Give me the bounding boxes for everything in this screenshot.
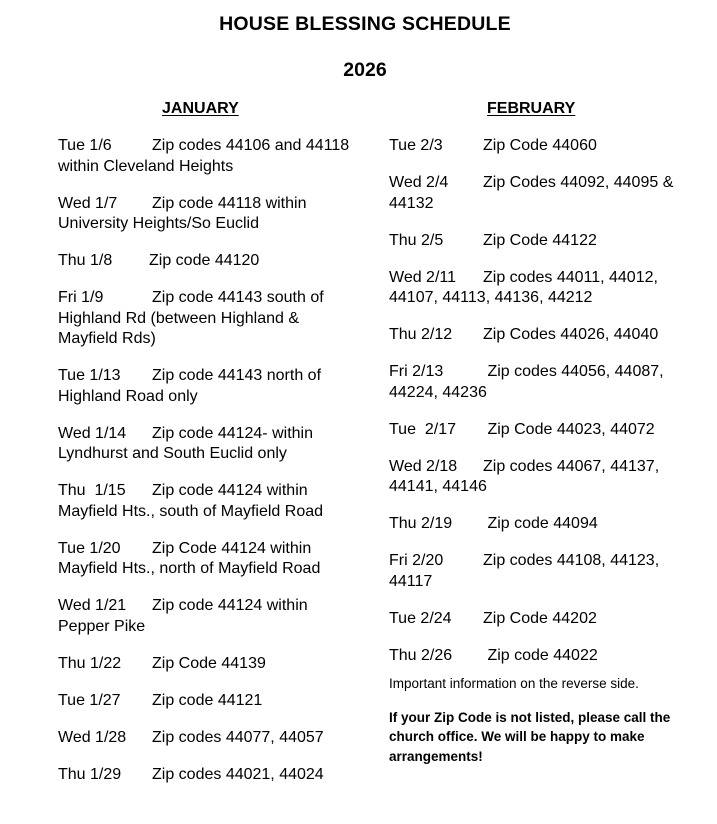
schedule-entry bbox=[389, 325, 689, 346]
schedule-entry bbox=[389, 268, 689, 309]
entry-desc: Zip code 44124 within Mayfield Hts., south of Mayfield Road bbox=[58, 482, 324, 520]
schedule-entry bbox=[389, 136, 689, 157]
schedule-entry bbox=[389, 231, 689, 252]
entry-day: Tue 1/20 bbox=[58, 539, 121, 557]
entry-day: Thu 1/8 bbox=[58, 252, 113, 269]
schedule-entry bbox=[58, 596, 358, 637]
schedule-entry bbox=[58, 424, 358, 465]
entry-desc: Zip codes 44108, 44123, 44117 bbox=[389, 552, 660, 590]
entry-day: Tue 1/13 bbox=[58, 367, 121, 384]
entry-day: Thu 1/22 bbox=[58, 654, 122, 672]
entry-desc: Zip code 44118 within University Heights/So Euclid bbox=[58, 194, 307, 232]
entry-desc: Zip code 44143 south of Highland Rd (between Highland & Mayfield Rds) bbox=[58, 289, 324, 347]
february-column bbox=[389, 136, 689, 766]
entry-day: Thu 1/29 bbox=[58, 765, 122, 783]
schedule-entry bbox=[58, 194, 358, 235]
schedule-entry bbox=[58, 288, 358, 350]
february-heading: FEBRUARY bbox=[487, 100, 576, 117]
entry-day: Tue 1/27 bbox=[58, 691, 121, 709]
entry-day: Fri 1/9 bbox=[58, 289, 104, 306]
page-title: HOUSE BLESSING SCHEDULE bbox=[219, 13, 511, 35]
entry-day: Wed 1/7 bbox=[58, 194, 118, 212]
schedule-entry bbox=[389, 420, 689, 441]
entry-day: Tue 2/3 bbox=[389, 137, 443, 154]
entry-day: Thu 2/26 bbox=[389, 646, 453, 664]
entry-desc: Zip code 44124 within Pepper Pike bbox=[58, 597, 308, 635]
entry-day: Tue 2/24 bbox=[389, 609, 452, 627]
entry-day: Wed 2/11 bbox=[389, 268, 457, 286]
schedule-entry bbox=[389, 173, 689, 214]
schedule-entry bbox=[58, 539, 358, 580]
schedule-entry bbox=[389, 609, 689, 630]
schedule-entry bbox=[58, 728, 358, 749]
entry-day: Tue 1/6 bbox=[58, 137, 112, 154]
entry-desc: Zip Code 44060 bbox=[483, 137, 597, 154]
entry-day: Wed 1/14 bbox=[58, 424, 127, 442]
entry-day: Wed 2/4 bbox=[389, 174, 449, 191]
schedule-entry bbox=[58, 136, 358, 177]
entry-desc: Zip Codes 44092, 44095 & 44132 bbox=[389, 174, 674, 212]
entry-desc: Zip Code 44124 within Mayfield Hts., north of Mayfield Road bbox=[58, 539, 321, 577]
entry-desc: Zip Code 44202 bbox=[483, 609, 597, 627]
entry-day: Thu 2/5 bbox=[389, 231, 444, 249]
entry-desc: Zip codes 44106 and 44118 within Cleveland Heights bbox=[58, 137, 350, 175]
schedule-entry bbox=[389, 457, 689, 498]
entry-desc: Zip code 44120 bbox=[149, 252, 260, 269]
schedule-entry bbox=[58, 654, 358, 675]
entry-desc: Zip code 44121 bbox=[152, 691, 263, 709]
schedule-entry bbox=[389, 514, 689, 535]
january-heading: JANUARY bbox=[162, 100, 239, 117]
entry-day: Fri 2/13 bbox=[389, 363, 444, 380]
reverse-side-note: Important information on the reverse side. bbox=[389, 676, 639, 691]
zip-not-listed-note: If your Zip Code is not listed, please call the church office. We will be happy to make arrangements! bbox=[389, 710, 671, 764]
entry-day: Thu 2/19 bbox=[389, 515, 453, 532]
entry-day: Thu 1/15 bbox=[58, 482, 126, 499]
entry-desc: Zip codes 44021, 44024 bbox=[152, 765, 324, 783]
entry-day: Wed 2/18 bbox=[389, 457, 458, 475]
schedule-entry bbox=[389, 551, 689, 592]
schedule-entry bbox=[58, 765, 358, 786]
entry-day: Wed 1/21 bbox=[58, 597, 127, 614]
entry-desc: Zip code 44094 bbox=[483, 515, 598, 532]
entry-desc: Zip codes 44056, 44087, 44224, 44236 bbox=[389, 363, 669, 401]
entry-desc: Zip Code 44139 bbox=[152, 654, 266, 672]
page-year: 2026 bbox=[343, 59, 387, 81]
entry-desc: Zip code 44143 north of Highland Road only bbox=[58, 367, 322, 405]
january-column bbox=[58, 136, 358, 802]
schedule-entry bbox=[58, 691, 358, 712]
schedule-entry bbox=[58, 481, 358, 522]
schedule-entry bbox=[389, 362, 689, 403]
entry-day: Tue 2/17 bbox=[389, 420, 457, 438]
entry-desc: Zip Code 44023, 44072 bbox=[483, 420, 655, 438]
entry-desc: Zip Codes 44026, 44040 bbox=[483, 326, 659, 343]
entry-desc: Zip code 44022 bbox=[483, 646, 598, 664]
entry-desc: Zip code 44124- within Lyndhurst and South Euclid only bbox=[58, 424, 313, 462]
entry-day: Wed 1/28 bbox=[58, 728, 127, 746]
entry-desc: Zip codes 44077, 44057 bbox=[152, 728, 324, 746]
entry-desc: Zip Code 44122 bbox=[483, 231, 597, 249]
entry-desc: Zip codes 44067, 44137, 44141, 44146 bbox=[389, 457, 660, 495]
entry-day: Thu 2/12 bbox=[389, 326, 453, 343]
schedule-entry bbox=[58, 251, 358, 272]
entry-desc: Zip codes 44011, 44012, 44107, 44113, 44136, 44212 bbox=[389, 268, 658, 306]
schedule-entry bbox=[58, 366, 358, 407]
entry-day: Fri 2/20 bbox=[389, 552, 444, 569]
schedule-entry bbox=[389, 646, 689, 667]
